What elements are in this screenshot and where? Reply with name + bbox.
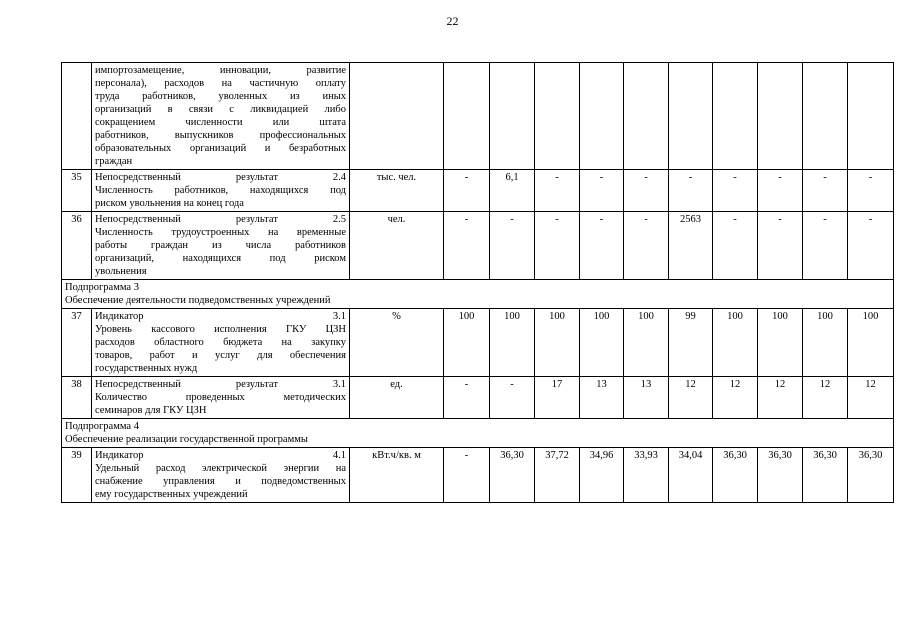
value-cell — [803, 63, 848, 170]
indicator-name-line: ему государственных учреждений — [95, 489, 248, 500]
value-cell: - — [848, 170, 894, 212]
indicator-name — [92, 448, 350, 503]
indicator-name-line: Удельный расход электрической энергии на — [95, 463, 346, 474]
indicator-name-line: риском увольнения на конец года — [95, 198, 244, 209]
page-number: 22 — [446, 14, 459, 28]
value-cell: - — [490, 377, 535, 419]
indicator-name-line: работы граждан из числа работников — [95, 240, 346, 251]
indicator-name — [92, 309, 350, 377]
value-cell: 100 — [535, 309, 580, 377]
indicators-table — [61, 62, 894, 503]
unit-of-measure — [350, 63, 444, 170]
value-cell: - — [580, 212, 624, 280]
value-cell — [848, 63, 894, 170]
indicator-name-line: труда работников, уволенных из иных — [95, 91, 346, 102]
unit-of-measure: % — [350, 309, 444, 377]
unit-of-measure: тыс. чел. — [350, 170, 444, 212]
indicator-name-line: Индикатор 3.1 — [95, 311, 346, 322]
subprogram-cell — [62, 280, 894, 309]
value-cell: 17 — [535, 377, 580, 419]
value-cell — [669, 63, 713, 170]
value-cell: - — [444, 448, 490, 503]
indicator-name-line: Непосредственный результат 2.5 — [95, 214, 346, 225]
value-cell: 36,30 — [713, 448, 758, 503]
value-cell: - — [535, 212, 580, 280]
indicator-name-line: импортозамещение, инновации, развитие — [95, 65, 346, 76]
value-cell: 100 — [803, 309, 848, 377]
indicator-name-line: образовательных организаций и безработных — [95, 143, 346, 154]
indicator-name-line: семинаров для ГКУ ЦЗН — [95, 405, 207, 416]
indicator-name-line: организаций, находящихся под риском — [95, 253, 346, 264]
subprogram-subtitle: Обеспечение деятельности подведомственных учреждений — [65, 295, 331, 306]
value-cell: 36,30 — [848, 448, 894, 503]
table-row — [62, 448, 894, 503]
value-cell — [444, 63, 490, 170]
value-cell: 100 — [580, 309, 624, 377]
table-body — [62, 63, 894, 503]
indicator-name-line: сокращением численности или штата — [95, 117, 346, 128]
value-cell: - — [580, 170, 624, 212]
indicator-name-line: товаров, работ и услуг для обеспечения — [95, 350, 346, 361]
indicator-name-line: Уровень кассового исполнения ГКУ ЦЗН — [95, 324, 346, 335]
subprogram-row — [62, 419, 894, 448]
indicator-name-line: государственных нужд — [95, 363, 198, 374]
indicator-name-line: Индикатор 4.1 — [95, 450, 346, 461]
value-cell: 6,1 — [490, 170, 535, 212]
indicator-name-line: организаций в связи с ликвидацией либо — [95, 104, 346, 115]
value-cell: 99 — [669, 309, 713, 377]
indicator-name-line: расходов областного бюджета на закупку — [95, 337, 346, 348]
value-cell: - — [803, 212, 848, 280]
value-cell: - — [669, 170, 713, 212]
value-cell — [758, 63, 803, 170]
row-number: 36 — [62, 212, 92, 280]
table-row — [62, 63, 894, 170]
indicator-name — [92, 63, 350, 170]
indicator-name — [92, 377, 350, 419]
subprogram-title: Подпрограмма 3 — [65, 282, 139, 293]
table-row — [62, 212, 894, 280]
table-row — [62, 377, 894, 419]
value-cell: 13 — [624, 377, 669, 419]
value-cell: 36,30 — [758, 448, 803, 503]
indicator-name-line: Численность трудоустроенных на временные — [95, 227, 346, 238]
unit-of-measure: ед. — [350, 377, 444, 419]
subprogram-title: Подпрограмма 4 — [65, 421, 139, 432]
value-cell: 12 — [803, 377, 848, 419]
value-cell — [580, 63, 624, 170]
row-number — [62, 63, 92, 170]
value-cell — [624, 63, 669, 170]
value-cell: 12 — [669, 377, 713, 419]
value-cell: 13 — [580, 377, 624, 419]
value-cell — [535, 63, 580, 170]
row-number: 38 — [62, 377, 92, 419]
indicator-name-line: работников, выпускников профессиональных — [95, 130, 346, 141]
indicator-name-line: снабжение управления и подведомственных — [95, 476, 346, 487]
indicator-name-line: Непосредственный результат 2.4 — [95, 172, 346, 183]
indicator-name-line: Численность работников, находящихся под — [95, 185, 346, 196]
indicator-name-line: персонала), расходов на частичную оплату — [95, 78, 346, 89]
value-cell: 12 — [848, 377, 894, 419]
value-cell: 36,30 — [803, 448, 848, 503]
row-number: 39 — [62, 448, 92, 503]
value-cell — [713, 63, 758, 170]
value-cell: 12 — [713, 377, 758, 419]
row-number: 35 — [62, 170, 92, 212]
value-cell: - — [713, 212, 758, 280]
value-cell: - — [490, 212, 535, 280]
value-cell: 36,30 — [490, 448, 535, 503]
indicator-name — [92, 212, 350, 280]
value-cell: - — [624, 170, 669, 212]
indicator-name-line: граждан — [95, 156, 133, 167]
table-row — [62, 170, 894, 212]
indicator-name-line: увольнения — [95, 266, 147, 277]
value-cell: - — [848, 212, 894, 280]
value-cell: 100 — [624, 309, 669, 377]
value-cell: 33,93 — [624, 448, 669, 503]
value-cell: - — [624, 212, 669, 280]
value-cell: 100 — [848, 309, 894, 377]
value-cell: - — [758, 212, 803, 280]
subprogram-subtitle: Обеспечение реализации государственной программы — [65, 434, 308, 445]
value-cell: 12 — [758, 377, 803, 419]
row-number: 37 — [62, 309, 92, 377]
unit-of-measure: чел. — [350, 212, 444, 280]
value-cell: 34,04 — [669, 448, 713, 503]
subprogram-row — [62, 280, 894, 309]
value-cell: - — [444, 170, 490, 212]
value-cell: 37,72 — [535, 448, 580, 503]
value-cell: - — [444, 212, 490, 280]
subprogram-cell — [62, 419, 894, 448]
value-cell: 100 — [713, 309, 758, 377]
unit-of-measure: кВт.ч/кв. м — [350, 448, 444, 503]
value-cell: 100 — [758, 309, 803, 377]
value-cell — [490, 63, 535, 170]
value-cell: - — [758, 170, 803, 212]
value-cell: 34,96 — [580, 448, 624, 503]
value-cell: 2563 — [669, 212, 713, 280]
value-cell: - — [444, 377, 490, 419]
value-cell: - — [803, 170, 848, 212]
value-cell: 100 — [444, 309, 490, 377]
indicator-name-line: Количество проведенных методических — [95, 392, 346, 403]
value-cell: 100 — [490, 309, 535, 377]
table-row — [62, 309, 894, 377]
value-cell: - — [713, 170, 758, 212]
indicator-name-line: Непосредственный результат 3.1 — [95, 379, 346, 390]
indicator-name — [92, 170, 350, 212]
value-cell: - — [535, 170, 580, 212]
